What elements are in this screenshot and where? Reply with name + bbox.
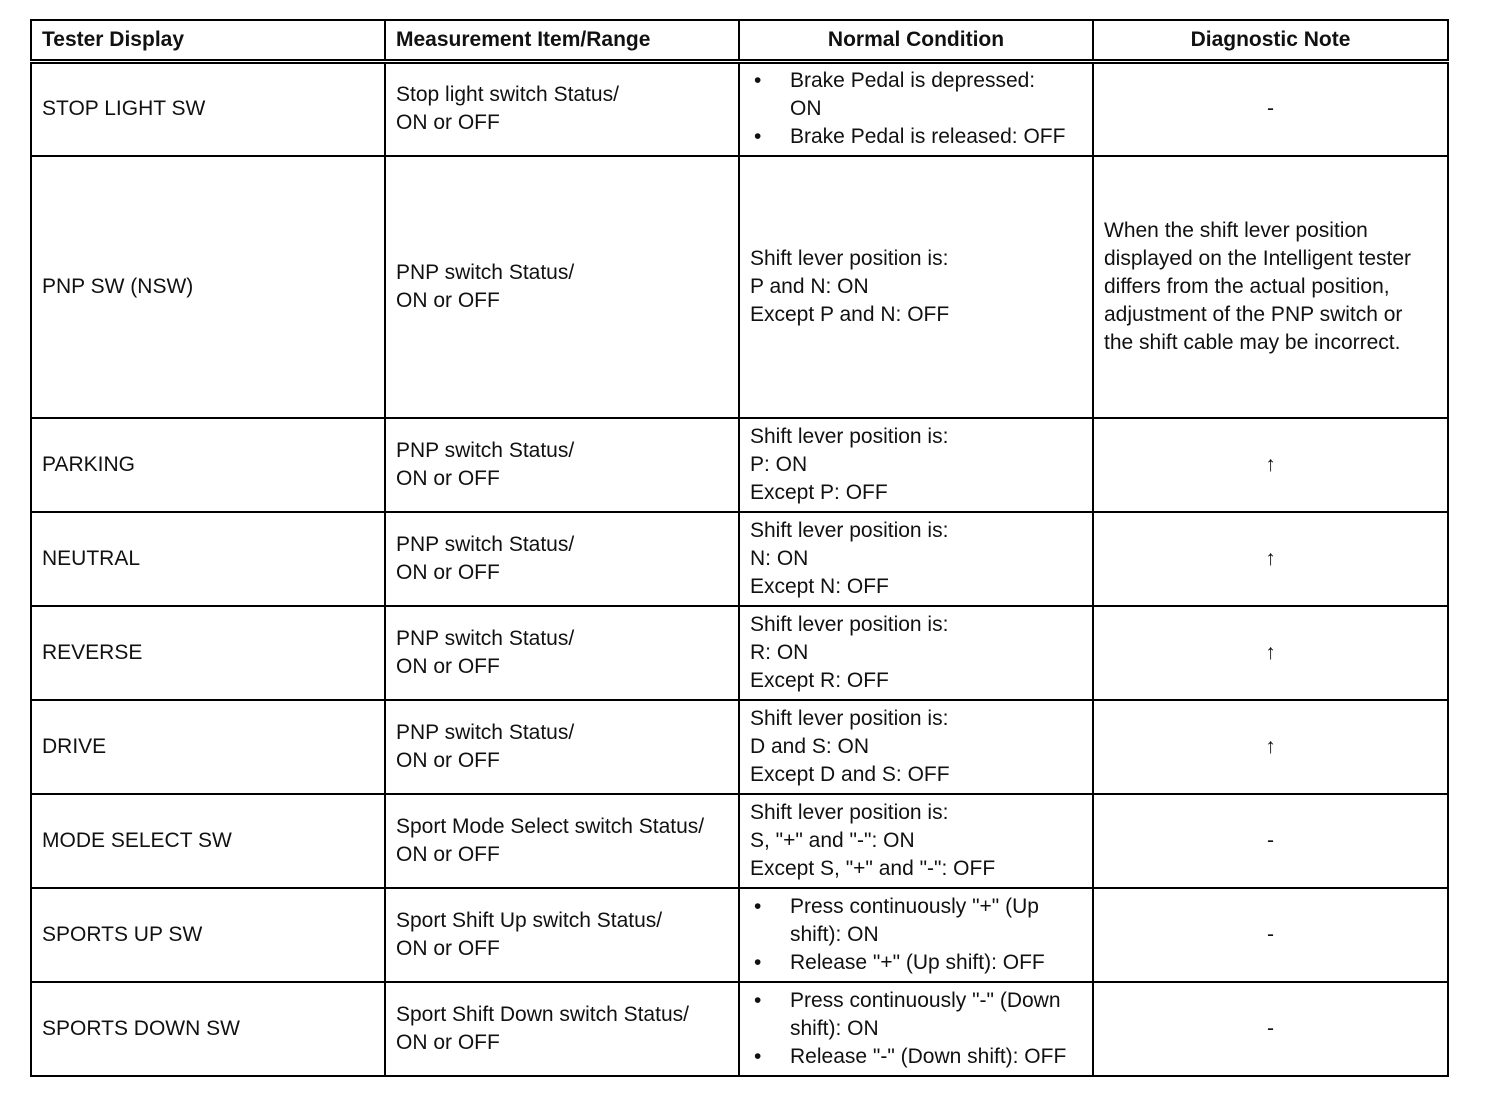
measurement-line: Sport Shift Up switch Status/ [396, 908, 663, 932]
measurement-line: ON or OFF [396, 936, 500, 960]
measurement-cell [385, 418, 739, 512]
measurement-line: Sport Mode Select switch Status/ [396, 814, 705, 838]
condition-cell [739, 512, 1093, 606]
header-measurement-item: Measurement Item/Range [385, 20, 739, 62]
header-tester-display: Tester Display [31, 20, 385, 62]
tester-display-cell: PNP SW (NSW) [31, 156, 385, 418]
condition-line: Shift lever position is: [750, 706, 949, 730]
measurement-line: ON or OFF [396, 288, 500, 312]
condition-line: Shift lever position is: [750, 612, 949, 636]
up-arrow-icon: ↑ [1265, 452, 1276, 476]
bullet-icon: • [754, 125, 762, 149]
condition-line: Except D and S: OFF [750, 762, 950, 786]
diagnostic-note-cell: - [1093, 62, 1448, 156]
table-body [31, 62, 1448, 1076]
measurement-line: Sport Shift Down switch Status/ [396, 1002, 689, 1026]
tester-display-cell: NEUTRAL [31, 512, 385, 606]
condition-line: Brake Pedal is depressed: [790, 69, 1036, 93]
measurement-line: PNP switch Status/ [396, 720, 575, 744]
measurement-line: PNP switch Status/ [396, 438, 575, 462]
condition-line: ON [790, 97, 822, 121]
condition-line: Shift lever position is: [750, 424, 949, 448]
measurement-line: PNP switch Status/ [396, 626, 575, 650]
condition-line: Press continuously "-" (Down [790, 988, 1061, 1012]
measurement-cell [385, 606, 739, 700]
condition-line: Except S, "+" and "-": OFF [750, 856, 996, 880]
bullet-icon: • [754, 1044, 762, 1068]
up-arrow-icon: ↑ [1265, 734, 1276, 758]
tester-display-cell: PARKING [31, 418, 385, 512]
diagnostic-note-cell [1093, 156, 1448, 418]
tester-display-cell: SPORTS DOWN SW [31, 982, 385, 1076]
condition-line: Except P and N: OFF [750, 302, 950, 326]
table-row [31, 156, 1448, 418]
measurement-cell [385, 794, 739, 888]
condition-cell [739, 606, 1093, 700]
condition-line: Shift lever position is: [750, 800, 949, 824]
condition-cell [739, 156, 1093, 418]
measurement-line: ON or OFF [396, 111, 500, 135]
condition-line: Release "+" (Up shift): OFF [790, 950, 1045, 974]
condition-line: Shift lever position is: [750, 246, 949, 270]
note-line: displayed on the Intelligent tester [1104, 246, 1412, 270]
measurement-line: ON or OFF [396, 1030, 500, 1054]
tester-display-cell: DRIVE [31, 700, 385, 794]
table-row [31, 62, 1448, 156]
diagnostic-note-cell [1093, 606, 1448, 700]
measurement-cell [385, 62, 739, 156]
note-line: adjustment of the PNP switch or [1104, 302, 1403, 326]
condition-cell [739, 62, 1093, 156]
bullet-icon: • [754, 950, 762, 974]
measurement-line: ON or OFF [396, 654, 500, 678]
condition-line: S, "+" and "-": ON [750, 828, 915, 852]
condition-line: Except R: OFF [750, 668, 889, 692]
tester-display-cell: STOP LIGHT SW [31, 62, 385, 156]
measurement-cell [385, 700, 739, 794]
condition-bullet [750, 67, 1082, 123]
condition-bullet-list [750, 893, 1082, 977]
note-line: differs from the actual position, [1104, 274, 1390, 298]
bullet-icon: • [754, 69, 762, 93]
condition-bullet [750, 987, 1082, 1043]
table-row [31, 982, 1448, 1076]
measurement-cell [385, 512, 739, 606]
condition-line: Except N: OFF [750, 574, 889, 598]
measurement-line: ON or OFF [396, 560, 500, 584]
measurement-line: ON or OFF [396, 842, 500, 866]
table-row [31, 512, 1448, 606]
measurement-line: PNP switch Status/ [396, 532, 575, 556]
header-row [31, 20, 1448, 62]
condition-bullet [750, 893, 1082, 949]
condition-cell [739, 700, 1093, 794]
condition-line: Except P: OFF [750, 480, 888, 504]
condition-line: shift): ON [790, 922, 879, 946]
measurement-line: PNP switch Status/ [396, 260, 575, 284]
condition-bullet [750, 949, 1082, 977]
condition-line: N: ON [750, 546, 809, 570]
measurement-line: ON or OFF [396, 466, 500, 490]
condition-line: Shift lever position is: [750, 518, 949, 542]
condition-line: P: ON [750, 452, 808, 476]
condition-line: shift): ON [790, 1016, 879, 1040]
diagnostic-note-cell: - [1093, 888, 1448, 982]
bullet-icon: • [754, 988, 762, 1012]
condition-bullet-list [750, 987, 1082, 1071]
diagnostic-note-cell [1093, 512, 1448, 606]
condition-bullet [750, 1043, 1082, 1071]
condition-line: Brake Pedal is released: OFF [790, 125, 1066, 149]
diagnostic-note-cell [1093, 418, 1448, 512]
note-line: When the shift lever position [1104, 218, 1368, 242]
measurement-cell [385, 156, 739, 418]
condition-line: Press continuously "+" (Up [790, 894, 1039, 918]
tester-display-cell: MODE SELECT SW [31, 794, 385, 888]
diagnostic-note-cell: - [1093, 982, 1448, 1076]
measurement-cell [385, 982, 739, 1076]
condition-cell [739, 418, 1093, 512]
condition-cell [739, 794, 1093, 888]
table-row [31, 606, 1448, 700]
table-row [31, 418, 1448, 512]
condition-bullet [750, 123, 1082, 151]
diagnostic-note-cell [1093, 700, 1448, 794]
bullet-icon: • [754, 894, 762, 918]
up-arrow-icon: ↑ [1265, 640, 1276, 664]
condition-line: R: ON [750, 640, 809, 664]
tester-display-cell: REVERSE [31, 606, 385, 700]
condition-bullet-list [750, 67, 1082, 151]
diagnostic-note-cell: - [1093, 794, 1448, 888]
condition-line: Release "-" (Down shift): OFF [790, 1044, 1067, 1068]
measurement-cell [385, 888, 739, 982]
tester-display-cell: SPORTS UP SW [31, 888, 385, 982]
condition-cell [739, 888, 1093, 982]
measurement-line: ON or OFF [396, 748, 500, 772]
condition-line: D and S: ON [750, 734, 870, 758]
note-line: the shift cable may be incorrect. [1104, 330, 1401, 354]
table-row [31, 888, 1448, 982]
measurement-line: Stop light switch Status/ [396, 83, 619, 107]
table-header [31, 20, 1448, 62]
header-diagnostic-note: Diagnostic Note [1093, 20, 1448, 62]
header-normal-condition: Normal Condition [739, 20, 1093, 62]
up-arrow-icon: ↑ [1265, 546, 1276, 570]
table-row [31, 794, 1448, 888]
condition-line: P and N: ON [750, 274, 869, 298]
condition-cell [739, 982, 1093, 1076]
data-list-table [30, 19, 1449, 1077]
table-row [31, 700, 1448, 794]
